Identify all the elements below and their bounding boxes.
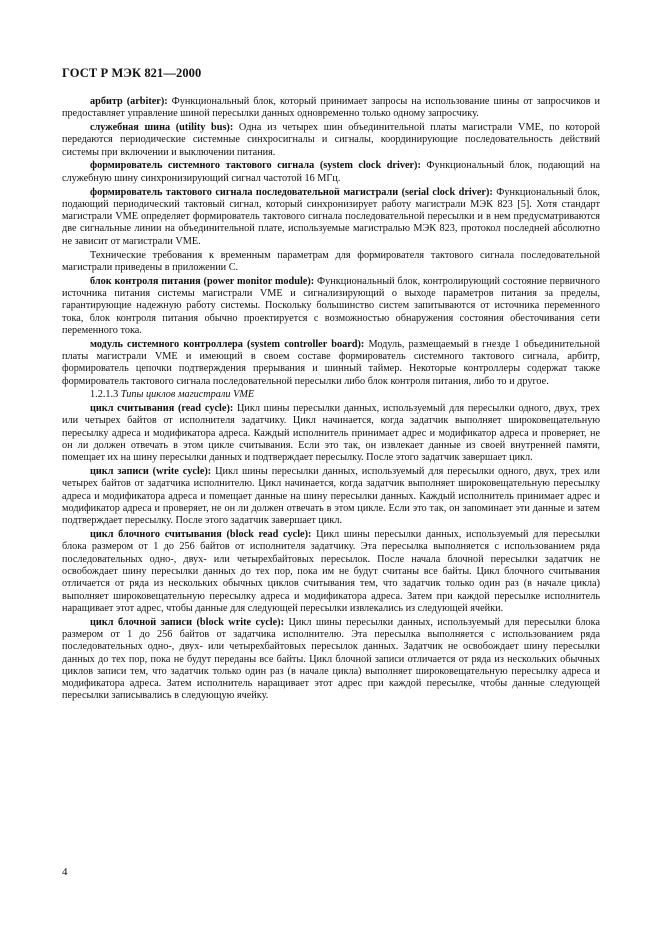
definition-paragraph <box>62 466 600 527</box>
definition-paragraph <box>62 160 600 185</box>
definition-paragraph <box>62 339 600 388</box>
term: формирователь системного тактового сигнала (system clock driver): <box>90 160 421 172</box>
section-number: 1.2.1.3 <box>90 389 121 401</box>
definition-paragraph <box>62 529 600 615</box>
section-heading <box>62 389 600 401</box>
term: модуль системного контроллера (system controller board): <box>90 338 365 350</box>
page-number: 4 <box>62 866 68 878</box>
definition-paragraph <box>62 187 600 248</box>
definition-text: Цикл шины пересылки данных, используемый для пересылки одного, двух, трех или четырех байтов от исполнителя задатчику. Цикл начинается, когда задатчик выполняет широковещательную пересылку адреса и модификатора адреса. Каждый исполнитель принимает адрес и модификатор адреса и проверяет, не он ли должен отвечать в этом цикле считывания. Если это так, он извлекает данные из своей внутренней памяти, помещает их на шину пересылки данных и подтверждает пересылку. После этого задатчик завершает цикл. <box>62 403 600 464</box>
definition-text: Цикл шины пересылки данных, используемый для пересылки одного, двух, трех или четырех байтов от задатчика исполнителю. Цикл начинается, когда задатчик выполняет широковещательную пересылку адреса и модификатора адреса и помещает данные на шину пересылки данных. Каждый исполнитель принимает адрес и модификатор адреса и проверяет, не он ли должен отвечать в этом цикле. Если это так, он запоминает эти данные и затем подтверждает пересылку. После этого задатчик завершает цикл. <box>62 466 601 527</box>
term: цикл блочной записи (block write cycle): <box>90 616 284 628</box>
term: формирователь тактового сигнала последовательной магистрали (serial clock driver): <box>90 186 493 198</box>
definition-text: Функциональный блок, контролирующий состояние первичного источника питания системы магистрали VME и сигнализирующий о выходе параметров питания за пределы, гарантирующие надежную работу системы. Поскольку большинство систем запитываются от источника переменного тока, блок контроля питания обычно проектируется с возможностью обнаружения состояния обесточивания сети переменного тока. <box>62 275 600 336</box>
definition-text: Цикл шины пересылки данных, используемый для пересылки блока размером от 1 до 256 байтов от исполнителя задатчику. Эта пересылка выполняется с использованием ряда последовательных одно-, двух- или четырехбайтовых пересылок. После начала блочной пересылки задатчик не освобождает шину пересылки данных до тех пор, пока им не будут считаны все байты. Цикл блочного считывания отличается от ряда из нескольких обычных циклов считывания тем, что задатчик только один раз (в начале цикла) выполняет широковещательную пересылку адреса и модификатора адреса. Затем при каждой пересылке исполнитель наращивает этот адрес, чтобы данные для следующей пересылки извлекались из следующей ячейки. <box>62 529 600 614</box>
definition-text: Модуль, размещаемый в гнезде 1 объединительной платы магистрали VME и имеющий в своем составе формирователь системного тактового сигнала, арбитр, формирователь цепочки подтверждения прерывания и шинный таймер. Некоторые контроллеры содержат также формирователь тактового сигнала последовательной пересылки либо блок контроля питания, либо то и другое. <box>62 338 600 387</box>
term: арбитр (arbiter): <box>90 96 168 107</box>
definition-text: Одна из четырех шин объединительной платы магистрали VME, по которой передаются периодические системные синхросигналы и сигналы, координирующие последовательность действий системы при включении и выключении питания. <box>62 122 600 158</box>
term: служебная шина (utility bus): <box>90 122 234 134</box>
term: цикл считывания (read cycle): <box>90 403 234 415</box>
definition-paragraph <box>62 617 600 703</box>
definition-text: Функциональный блок, подающий периодический тактовый сигнал, который синхронизирует работу магистрали МЭК 823 [5]. Хотя стандарт магистрали VME определяет формирователь тактового сигнала последовательной пересылки и в нем предусматриваются две сигнальные линии на объединительной плате, используемые магистралью МЭК 823, протокол последней абсолютно не зависит от магистрали VME. <box>62 186 600 247</box>
definition-text: Цикл шины пересылки данных, используемый для пересылки блока размером от 1 до 256 байтов от задатчика исполнителю. Эта пересылка выполняется с использованием ряда последовательных одно-, двух- или четырехбайтовых пересылок данных. Задатчик не освобождает шину пересылки данных до тех пор, пока не будут переданы все байты. Цикл блочной записи отличается от ряда из нескольких обычных циклов записи тем, что задатчик только один раз (в начале цикла) выполняет широковещательную пересылку адреса и модификатора адреса. Затем исполнитель наращивает этот адрес при каждой пересылке, чтобы данные следующей пересылки записывались в следующую ячейку. <box>62 616 600 702</box>
definition-text: Функциональный блок, который принимает запросы на использование шины от запросчиков и предоставляет управление шиной пересылки данных одновременно только одному запросчику. <box>62 96 600 120</box>
definition-paragraph <box>62 403 600 464</box>
standard-header: ГОСТ Р МЭК 821—2000 <box>62 66 202 80</box>
term: цикл блочного считывания (block read cycle): <box>90 529 312 541</box>
definition-paragraph <box>62 96 600 121</box>
section-title: Типы циклов магистрали VME <box>120 389 255 401</box>
term: блок контроля питания (power monitor module): <box>90 275 315 287</box>
document-body <box>62 96 600 704</box>
definition-paragraph <box>62 276 600 337</box>
paragraph-text: Технические требования к временным параметрам для формирователя тактового сигнала последовательной магистрали приведены в приложении С. <box>62 249 600 273</box>
definition-paragraph <box>62 122 600 159</box>
body-paragraph <box>62 250 600 275</box>
term: цикл записи (write cycle): <box>90 466 212 478</box>
definition-text: Функциональный блок, подающий на служебную шину синхронизирующий сигнал частотой 16 МГц. <box>62 160 600 184</box>
